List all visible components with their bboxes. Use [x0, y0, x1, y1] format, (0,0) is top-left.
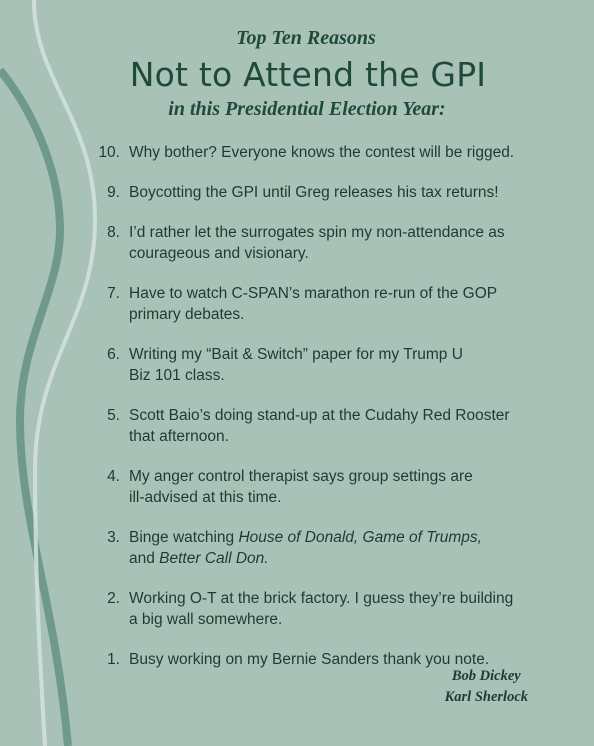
- item-text: My anger control therapist says group settings are ill-advised at this time.: [129, 468, 473, 506]
- item-text: Scott Baio’s doing stand-up at the Cudahy Red Rooster that afternoon.: [129, 407, 510, 445]
- kicker-text: Top Ten Reasons: [236, 27, 376, 49]
- item-text: Busy working on my Bernie Sanders thank you note.: [129, 651, 490, 668]
- signature-block: [445, 666, 528, 708]
- list-item: [84, 466, 584, 508]
- author-name: Bob Dickey: [451, 668, 521, 684]
- list-item: [84, 283, 584, 325]
- item-text: Writing my “Bait & Switch” paper for my Trump U Biz 101 class.: [129, 346, 463, 384]
- list-item: [84, 142, 584, 163]
- item-text: I’d rather let the surrogates spin my non-attendance as courageous and visionary.: [129, 224, 505, 262]
- item-text: Working O-T at the brick factory. I guess they’re building a big wall somewhere.: [129, 590, 514, 628]
- item-number: 5.: [107, 407, 120, 424]
- item-number: 7.: [107, 285, 120, 302]
- item-text: Why bother? Everyone knows the contest will be rigged.: [129, 144, 515, 161]
- list-item: [84, 182, 584, 203]
- item-number: 2.: [107, 590, 120, 607]
- list-item: [84, 344, 584, 386]
- list-item: [84, 588, 584, 630]
- item-number: 9.: [107, 184, 120, 201]
- item-text: Boycotting the GPI until Greg releases his tax returns!: [129, 184, 499, 201]
- item-text: Have to watch C-SPAN’s marathon re-run of the GOP primary debates.: [129, 285, 498, 323]
- item-number: 4.: [107, 468, 120, 485]
- item-number: 1.: [107, 651, 120, 668]
- reasons-list: [84, 142, 584, 689]
- item-text: Binge watching House of Donald, Game of Trumps, and Better Call Don.: [129, 529, 482, 567]
- item-number: 3.: [107, 529, 120, 546]
- list-item: [84, 405, 584, 447]
- list-item: [84, 222, 584, 264]
- item-number: 8.: [107, 224, 120, 241]
- item-number: 10.: [98, 144, 120, 161]
- page-title: Not to Attend the GPI: [129, 55, 487, 94]
- subtitle-text: in this Presidential Election Year:: [168, 98, 446, 120]
- author-name: Karl Sherlock: [444, 689, 528, 705]
- dark-curve: [0, 70, 68, 746]
- list-item: [84, 527, 584, 569]
- item-number: 6.: [107, 346, 120, 363]
